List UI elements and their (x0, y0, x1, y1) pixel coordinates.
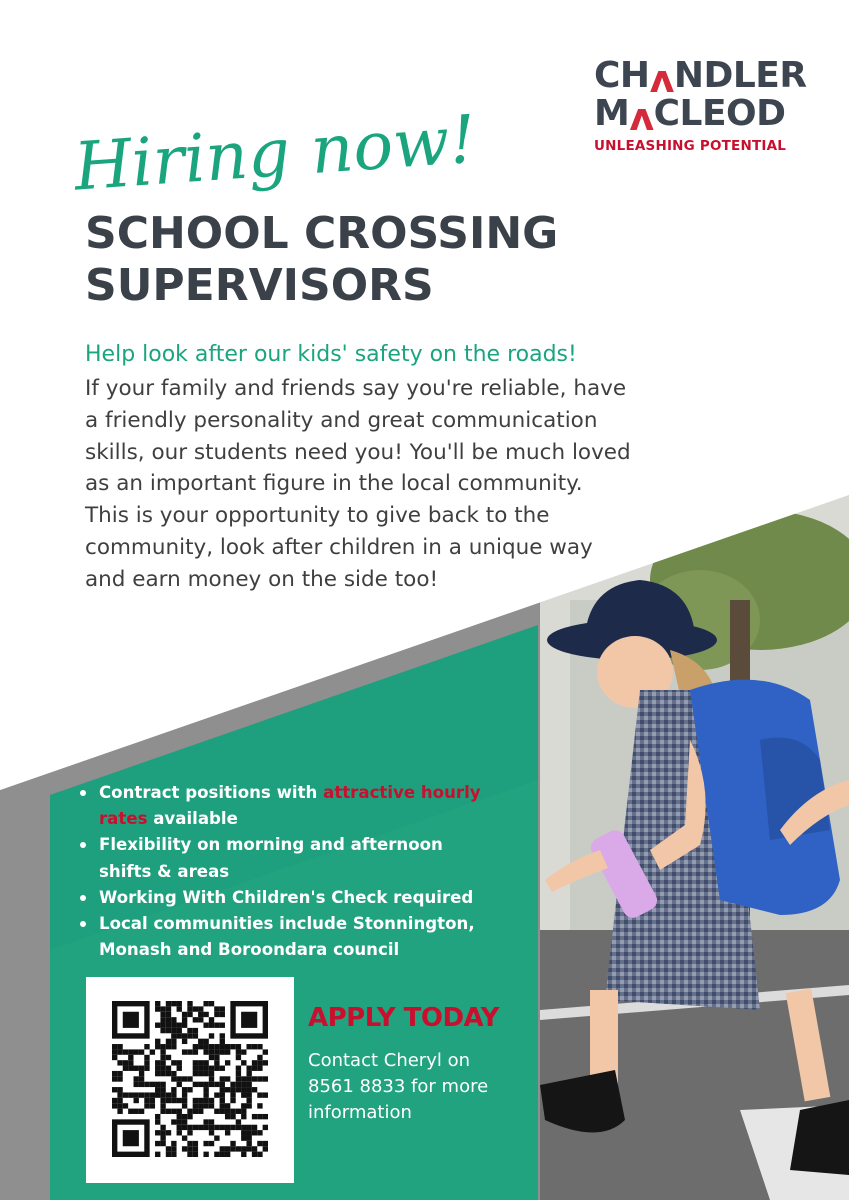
subtitle: Help look after our kids' safety on the roads! (85, 342, 577, 367)
logo-line-chandler: CH ʌ NDLER (594, 55, 807, 101)
benefits-list (78, 780, 528, 963)
contact-info: Contact Cheryl on 8561 8833 for more information (308, 1050, 489, 1123)
list-item: Flexibility on morning and afternoon shifts & areas (78, 832, 528, 884)
intro-paragraph: If your family and friends say you're reliable, have a friendly personality and great communication skills, our students need you! You'll be much loved as an important figure in the local community. This is your opportunity to give back to the community, look after children in a unique way and earn money on the side too! (85, 376, 631, 592)
logo-tagline: UNLEASHING POTENTIAL (594, 138, 787, 154)
qr-code[interactable] (86, 977, 294, 1183)
hiring-now-heading (70, 96, 490, 206)
list-item: Contract positions with attractive hourly rates available (78, 780, 528, 832)
list-item: Local communities include Stonnington, Monash and Boroondara council (78, 911, 528, 963)
page-title: SCHOOL CROSSING SUPERVISORS (85, 208, 559, 311)
logo-arrow-icon: ʌ (629, 95, 654, 139)
logo-line-macleod: M ʌ CLEOD (594, 93, 786, 139)
hiring-now-text: Hiring now! (71, 100, 479, 206)
qr-code-icon (112, 1001, 268, 1157)
logo-arrow-icon: ʌ (649, 57, 674, 101)
chandler-macleod-logo (594, 55, 807, 154)
apply-today-heading: APPLY TODAY (308, 1003, 500, 1033)
list-item: Working With Children's Check required (78, 885, 528, 911)
